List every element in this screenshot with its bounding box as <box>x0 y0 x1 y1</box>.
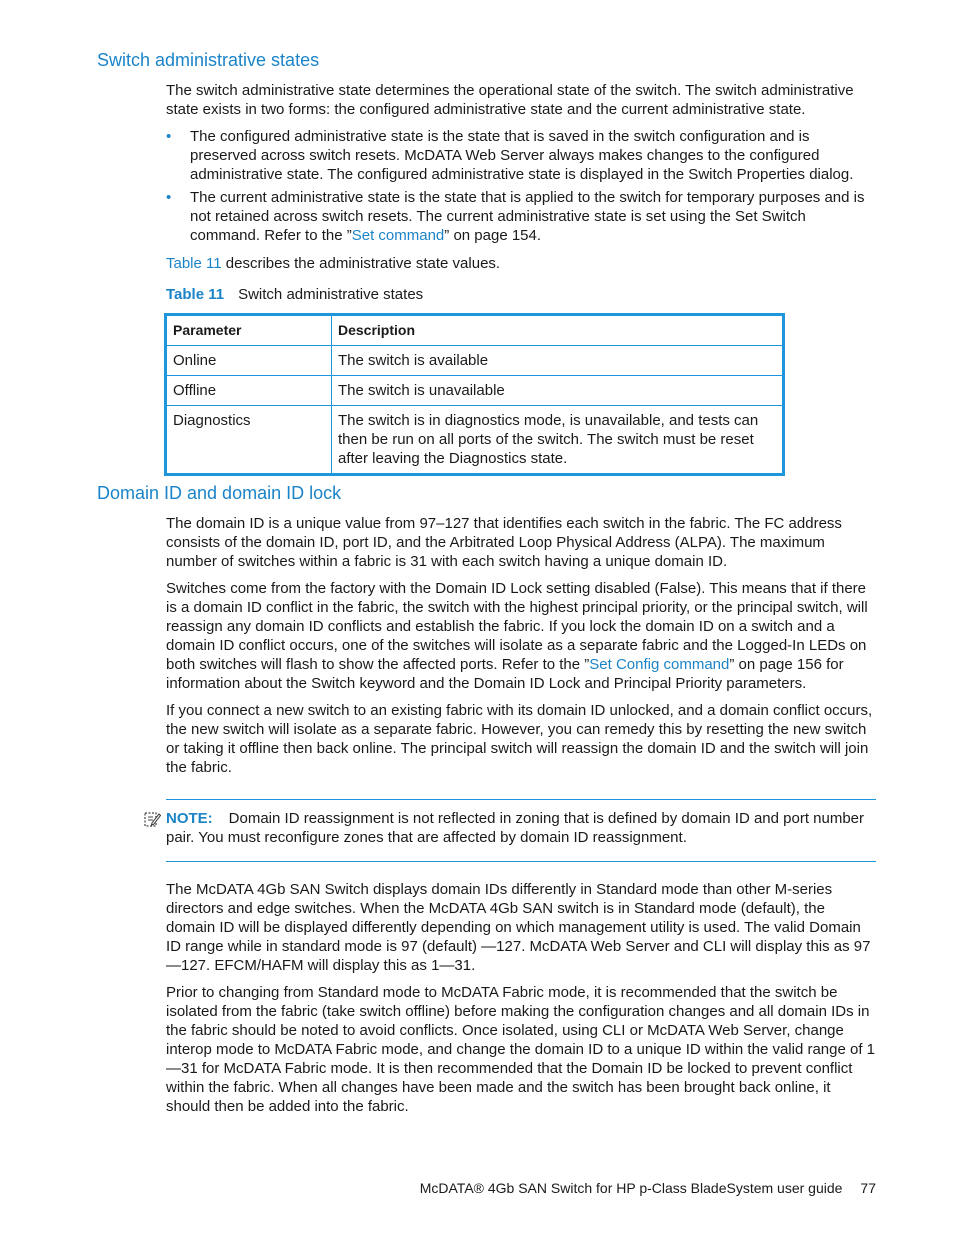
admin-states-table <box>164 313 785 476</box>
note-text: Domain ID reassignment is not reflected in zoning that is defined by domain ID and port number pair. You must reconfigure zones that are affected by domain ID reassignment. <box>166 810 865 846</box>
footer-title: McDATA® 4Gb SAN Switch for HP p-Class BladeSystem user guide <box>419 1180 843 1196</box>
domain-id-paragraph-4: The McDATA 4Gb SAN Switch displays domain IDs differently in Standard mode than other M-series directors and edge switches. When the McDATA 4Gb SAN switch is in Standard mode (default), the domain ID will be displayed differently depending on which management utility is used. The valid Domain ID range while in standard mode is 97 (default) —127. McDATA Web Server and CLI will display this as 97—127. EFCM/HAFM will display this as 1—31. <box>166 881 871 974</box>
note-top-divider <box>166 799 876 800</box>
section-heading-admin-states: Switch administrative states <box>97 50 320 70</box>
cell-parameter: Offline <box>166 376 332 406</box>
table-row <box>166 406 784 475</box>
cell-description: The switch is in diagnostics mode, is unavailable, and tests can then be run on all ports of the switch. The switch must be reset after leaving the Diagnostics state. <box>332 406 784 475</box>
section-heading-domain-id: Domain ID and domain ID lock <box>97 483 342 503</box>
note-label: NOTE: <box>166 810 213 827</box>
set-config-command-link[interactable]: Set Config command <box>589 656 730 673</box>
table-caption-label: Table 11 <box>166 286 225 303</box>
cell-description: The switch is unavailable <box>332 376 784 406</box>
note-paragraph <box>166 809 876 847</box>
note-bottom-divider <box>166 861 876 862</box>
page-number: 77 <box>860 1180 876 1196</box>
domain-id-paragraph-2: Switches come from the factory with the Domain ID Lock setting disabled (False). This means that if there is a domain ID conflict in the fabric, the switch with the highest principal priority, or the principal switch, will reassign any domain ID conflicts and establish the fabric. If you lock the domain ID on a switch and a domain ID conflict occurs, one of the switches will isolate as a separate fabric and the Logged-In LEDs on both switches will flash to show the affected ports. Refer to the ”Set Config command” on page 156 for information about the Switch keyword and the Domain ID Lock and Principal Priority parameters. <box>166 580 868 692</box>
intro-paragraph: The switch administrative state determines the operational state of the switch. The switch administrative state exists in two forms: the configured administrative state and the current administrative state. <box>166 82 854 118</box>
cell-description: The switch is available <box>332 346 784 376</box>
bullet-icon: • <box>166 128 172 145</box>
page-footer <box>420 1180 876 1196</box>
table-caption <box>166 285 876 304</box>
domain-id-paragraph-5: Prior to changing from Standard mode to McDATA Fabric mode, it is recommended that the switch be isolated from the fabric (take switch offline) before making the configuration changes and all domain IDs in the fabric should be noted to avoid conflicts. Once isolated, using CLI or McDATA Web Server, change interop mode to McDATA Fabric mode, and change the domain ID to a unique ID within the valid range of 1—31 for McDATA Fabric mode. It is then recommended that the Domain ID be locked to prevent conflict within the fabric. When all changes have been made and the switch has been brought back online, it should then be added into the fabric. <box>166 984 876 1115</box>
bullet-current-state <box>166 188 876 245</box>
table-11-link[interactable]: Table 11 <box>166 255 222 272</box>
bullet-text: The current administrative state is the state that is applied to the switch for temporary purposes and is not retained across switch resets. The current administrative state is set using the Set Switch command. Refer to the ”Set command” on page 154. <box>190 189 865 244</box>
table-row <box>166 346 784 376</box>
column-header-parameter: Parameter <box>166 315 332 346</box>
bullet-text: The configured administrative state is the state that is saved in the switch configuration and is preserved across switch resets. McDATA Web Server always makes changes to the configured administrative state. The configured administrative state is displayed in the Switch Properties dialog. <box>190 128 854 183</box>
table-caption-text: Switch administrative states <box>238 286 424 303</box>
table-row <box>166 376 784 406</box>
domain-id-paragraph-1: The domain ID is a unique value from 97–127 that identifies each switch in the fabric. The FC address consists of the domain ID, port ID, and the Arbitrated Loop Physical Address (ALPA). The maximum number of switches within a fabric is 31 with each switch having a unique domain ID. <box>166 515 842 570</box>
note-icon <box>143 810 161 828</box>
cell-parameter: Diagnostics <box>166 406 332 475</box>
cell-parameter: Online <box>166 346 332 376</box>
table-header-row <box>166 315 784 346</box>
table-reference-paragraph: Table 11 describes the administrative state values. <box>166 255 501 272</box>
bullet-icon: • <box>166 189 172 206</box>
domain-id-paragraph-3: If you connect a new switch to an existing fabric with its domain ID unlocked, and a domain conflict occurs, the new switch will isolate as a separate fabric. However, you can remedy this by resetting the new switch or taking it offline then back online. The principal switch will reassign the domain ID and the switch will join the fabric. <box>166 702 873 776</box>
bullet-configured-state <box>166 127 876 184</box>
set-command-link[interactable]: Set command <box>351 227 445 244</box>
column-header-description: Description <box>332 315 784 346</box>
